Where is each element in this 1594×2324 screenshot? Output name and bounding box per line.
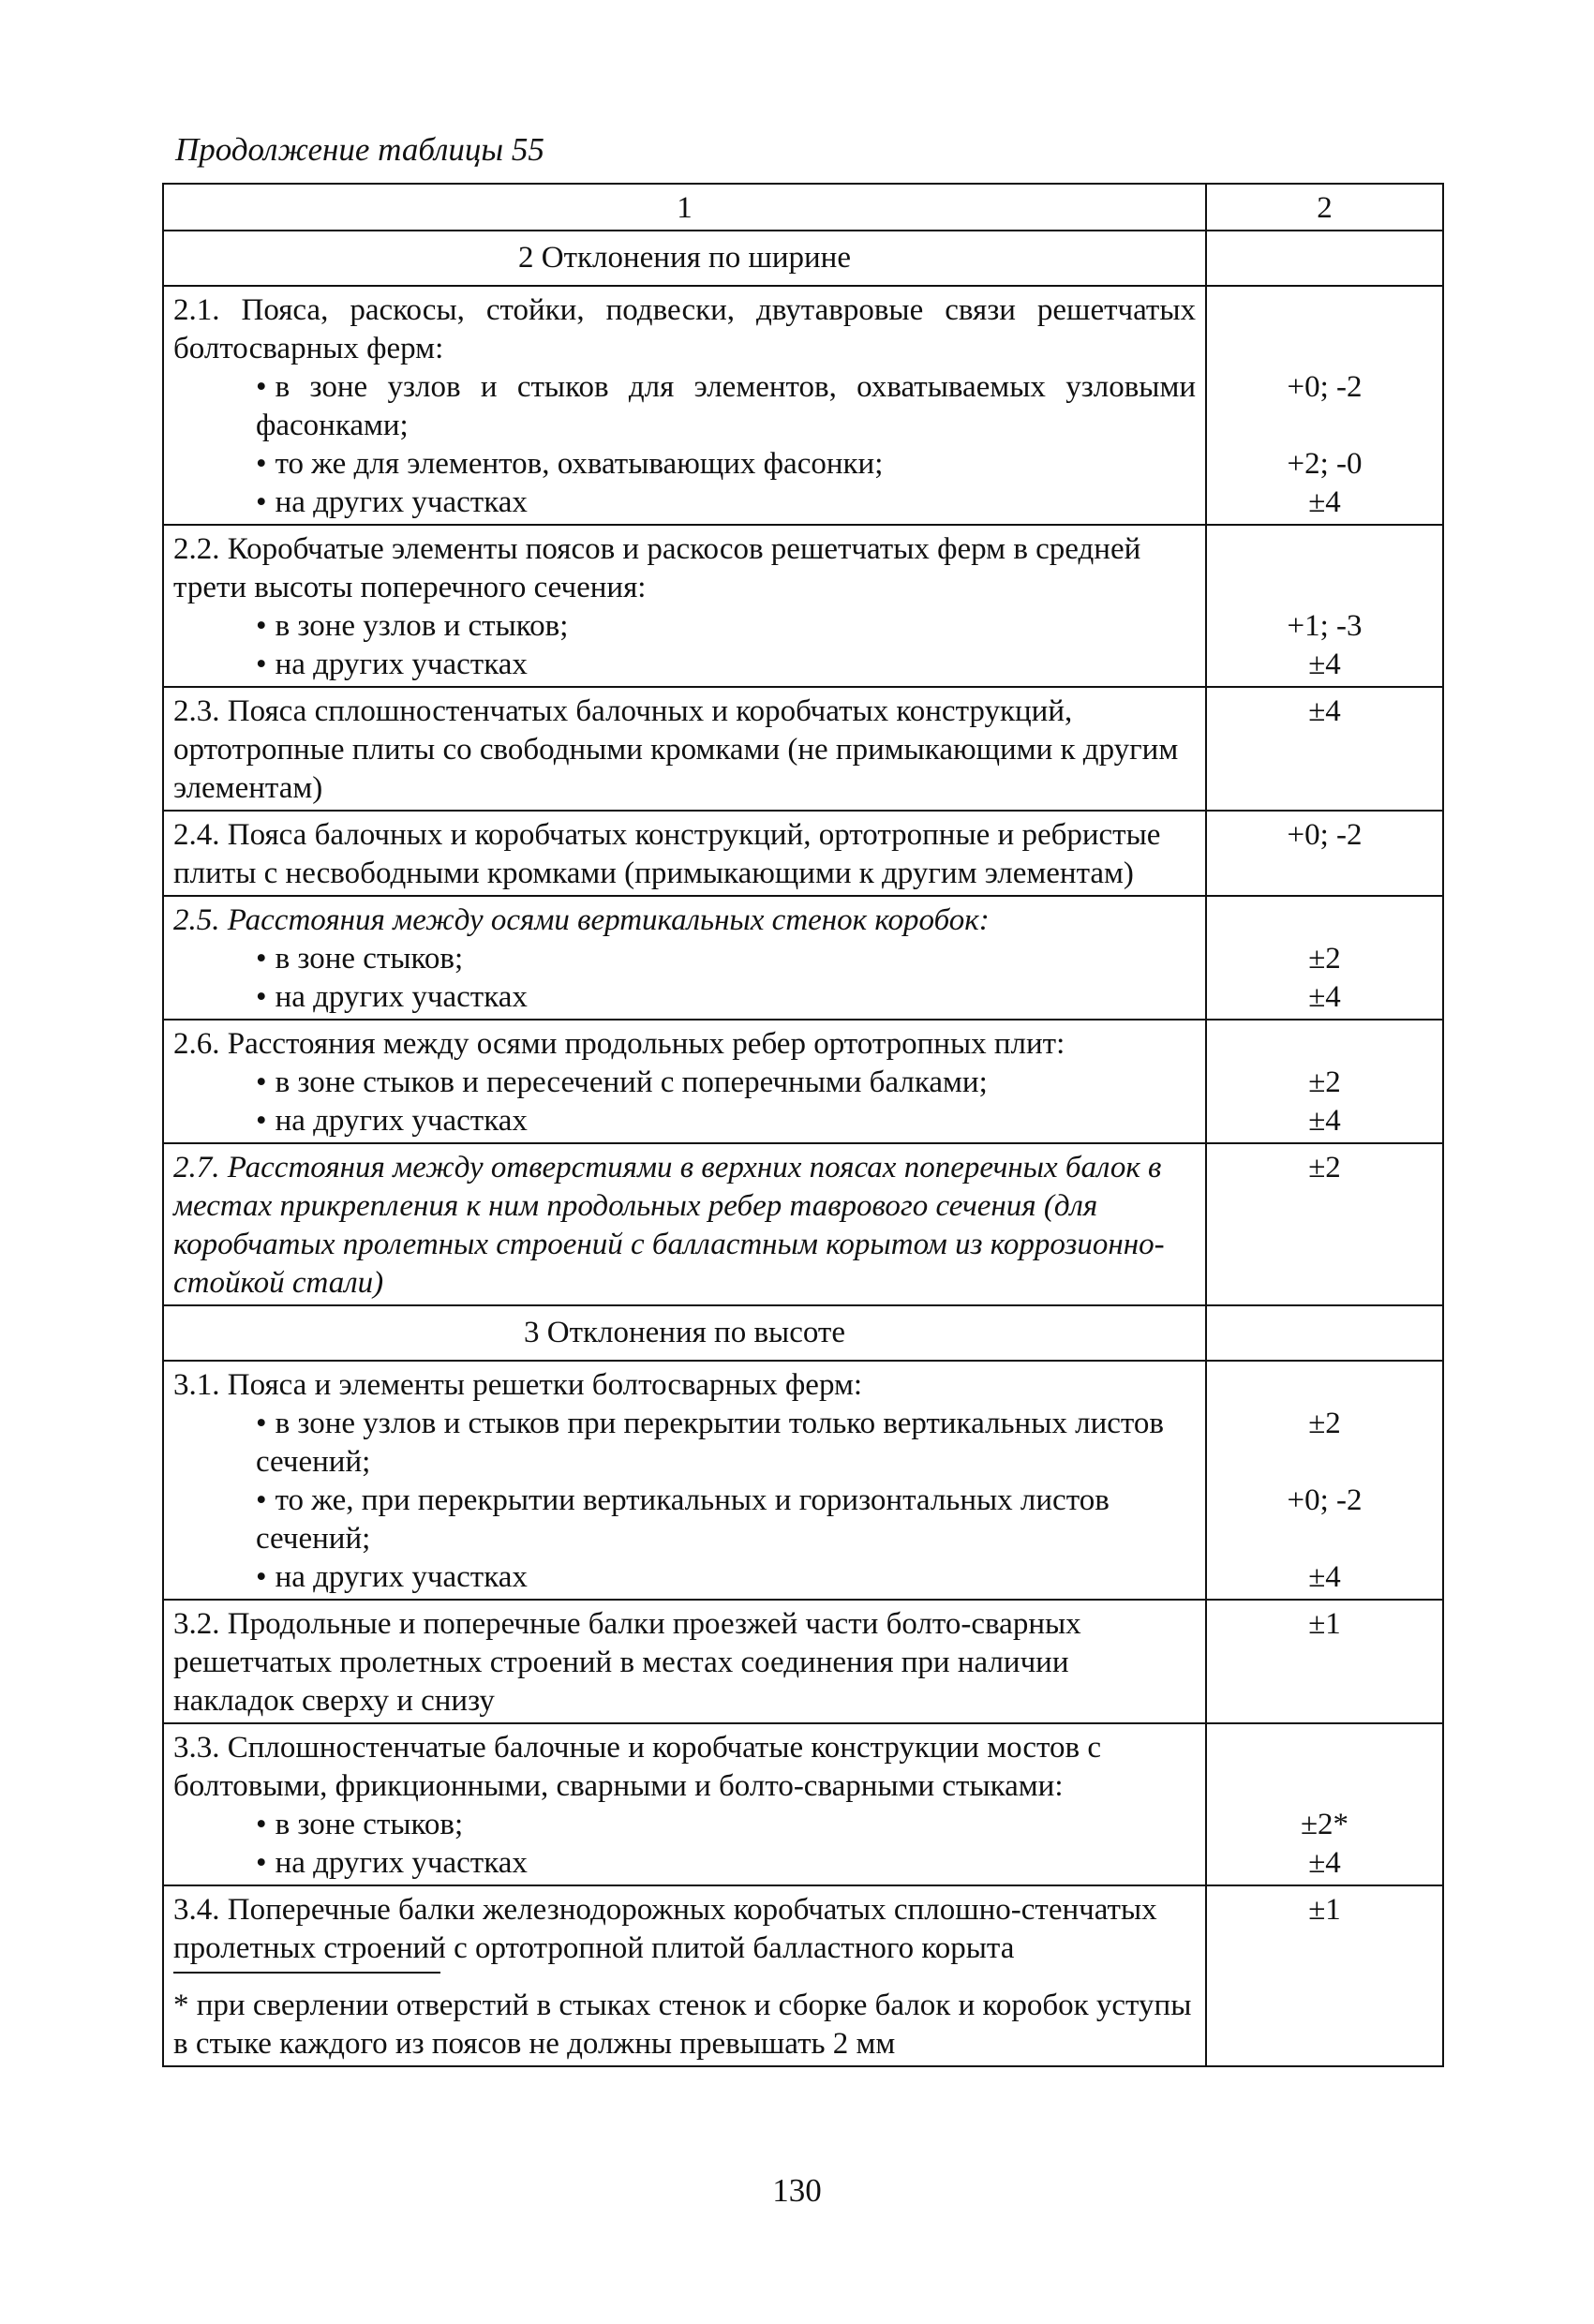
row-description — [163, 1361, 1206, 1600]
tolerance-value: ±2 — [1308, 1407, 1341, 1440]
tolerance-value: ±4 — [1308, 1560, 1341, 1594]
bullet-item: • в зоне стыков; — [173, 940, 1196, 978]
row-tolerance — [1206, 1723, 1443, 1885]
tolerance-value: ±4 — [1308, 1846, 1341, 1880]
tolerance-value: ±2* — [1300, 1808, 1349, 1841]
bullet-item: • на других участках — [173, 646, 1196, 684]
bullet-item: • то же, при перекрытии вертикальных и горизонтальных листов сечений; — [173, 1482, 1196, 1558]
bullet-item: • то же для элементов, охватывающих фасонки; — [173, 445, 1196, 484]
footnote-rule — [173, 1972, 440, 1974]
table-row — [163, 896, 1443, 1020]
row-description — [163, 687, 1206, 811]
tolerance-value: +2; -0 — [1287, 447, 1363, 481]
empty-cell — [1206, 231, 1443, 286]
item-text: 3.3. Сплошностенчатые балочные и коробчатые конструкции мостов с болтовыми, фрикционными, сварными и болто-сварными стыками: — [173, 1731, 1102, 1803]
tolerance-value: +0; -2 — [1287, 370, 1363, 404]
row-tolerance — [1206, 1600, 1443, 1723]
bullet-item: • на других участках — [173, 978, 1196, 1017]
tolerance-value: ±1 — [1308, 1893, 1341, 1927]
row-tolerance — [1206, 1143, 1443, 1305]
item-text: 2.1. Пояса, раскосы, стойки, подвески, двутавровые связи решетчатых болтосварных ферм: — [173, 293, 1196, 365]
item-text: 2.4. Пояса балочных и коробчатых конструкций, ортотропные и ребристые плиты с несвободными кромками (примыкающими к другим элементам) — [173, 818, 1161, 890]
bullet-item: • на других участках — [173, 484, 1196, 522]
bullet-item: • на других участках — [173, 1558, 1196, 1597]
item-text: 2.3. Пояса сплошностенчатых балочных и коробчатых конструкций, ортотропные плиты со свободными кромками (не примыкающими к другим элементам) — [173, 694, 1179, 805]
tolerance-value: ±4 — [1308, 485, 1341, 519]
section-header-row — [163, 231, 1443, 286]
tolerance-value: ±2 — [1308, 1065, 1341, 1099]
tolerance-value: +0; -2 — [1287, 1483, 1363, 1517]
tolerance-value: ±2 — [1308, 1151, 1341, 1184]
row-description — [163, 896, 1206, 1020]
row-tolerance — [1206, 1885, 1443, 2066]
table-row — [163, 1020, 1443, 1143]
item-text: 2.7. Расстояния между отверстиями в верхних поясах поперечных балок в местах прикрепления к ним продольных ребер таврового сечения (для коробчатых пролетных строений с балластным корытом из коррозионно-стойкой стали) — [173, 1151, 1165, 1300]
tolerance-value: ±1 — [1308, 1607, 1341, 1641]
deviations-table — [162, 183, 1444, 2067]
table-row — [163, 1143, 1443, 1305]
tolerance-value: ±2 — [1308, 942, 1341, 976]
row-description — [163, 1600, 1206, 1723]
item-text: 2.6. Расстояния между осями продольных ребер ортотропных плит: — [173, 1027, 1065, 1061]
row-description — [163, 1723, 1206, 1885]
row-description — [163, 286, 1206, 525]
bullet-item: • в зоне стыков; — [173, 1806, 1196, 1844]
table-row — [163, 1600, 1443, 1723]
bullet-item: • на других участках — [173, 1102, 1196, 1140]
table-row — [163, 1361, 1443, 1600]
table-row — [163, 1885, 1443, 2066]
footnote: * при сверлении отверстий в стыках стенок и сборке балок и коробок уступы в стыке каждого из поясов не должны превышать 2 мм — [173, 1989, 1192, 2061]
row-description — [163, 1143, 1206, 1305]
page-number: 130 — [772, 2172, 822, 2209]
bullet-item: • в зоне узлов и стыков при перекрытии только вертикальных листов сечений; — [173, 1405, 1196, 1482]
item-text: 2.5. Расстояния между осями вертикальных стенок коробок: — [173, 903, 990, 937]
item-text: 3.1. Пояса и элементы решетки болтосварных ферм: — [173, 1368, 863, 1402]
row-tolerance — [1206, 896, 1443, 1020]
item-text: 3.2. Продольные и поперечные балки проезжей части болто-сварных решетчатых пролетных строений в местах соединения при наличии накладок сверху и снизу — [173, 1607, 1081, 1718]
item-text: 2.2. Коробчатые элементы поясов и раскосов решетчатых ферм в средней трети высоты поперечного сечения: — [173, 532, 1141, 604]
column-number-1: 1 — [163, 184, 1206, 231]
row-description — [163, 1020, 1206, 1143]
item-text: 3.4. Поперечные балки железнодорожных коробчатых сплошно-стенчатых пролетных строений с ортотропной плитой балластного корыта — [173, 1893, 1157, 1965]
bullet-item: • в зоне узлов и стыков для элементов, охватываемых узловыми фасонками; — [173, 368, 1196, 445]
tolerance-value: +1; -3 — [1287, 609, 1363, 643]
table-caption: Продолжение таблицы 55 — [175, 131, 544, 168]
row-tolerance — [1206, 687, 1443, 811]
row-description — [163, 1885, 1206, 2066]
table-row — [163, 811, 1443, 896]
section-title: 2 Отклонения по ширине — [163, 231, 1206, 286]
empty-cell — [1206, 1305, 1443, 1361]
table-row — [163, 687, 1443, 811]
tolerance-value: ±4 — [1308, 1104, 1341, 1138]
bullet-item: • в зоне стыков и пересечений с поперечными балками; — [173, 1064, 1196, 1102]
column-number-row — [163, 184, 1443, 231]
section-title: 3 Отклонения по высоте — [163, 1305, 1206, 1361]
table-row — [163, 1723, 1443, 1885]
tolerance-value: ±4 — [1308, 694, 1341, 728]
bullet-item: • в зоне узлов и стыков; — [173, 607, 1196, 646]
section-header-row — [163, 1305, 1443, 1361]
row-tolerance — [1206, 1361, 1443, 1600]
row-description — [163, 811, 1206, 896]
row-tolerance — [1206, 286, 1443, 525]
tolerance-value: ±4 — [1308, 648, 1341, 681]
tolerance-value: ±4 — [1308, 980, 1341, 1014]
bullet-item: • на других участках — [173, 1844, 1196, 1883]
row-description — [163, 525, 1206, 687]
row-tolerance — [1206, 1020, 1443, 1143]
table-row — [163, 286, 1443, 525]
row-tolerance — [1206, 525, 1443, 687]
row-tolerance — [1206, 811, 1443, 896]
table-row — [163, 525, 1443, 687]
column-number-2: 2 — [1206, 184, 1443, 231]
tolerance-value: +0; -2 — [1287, 818, 1363, 852]
